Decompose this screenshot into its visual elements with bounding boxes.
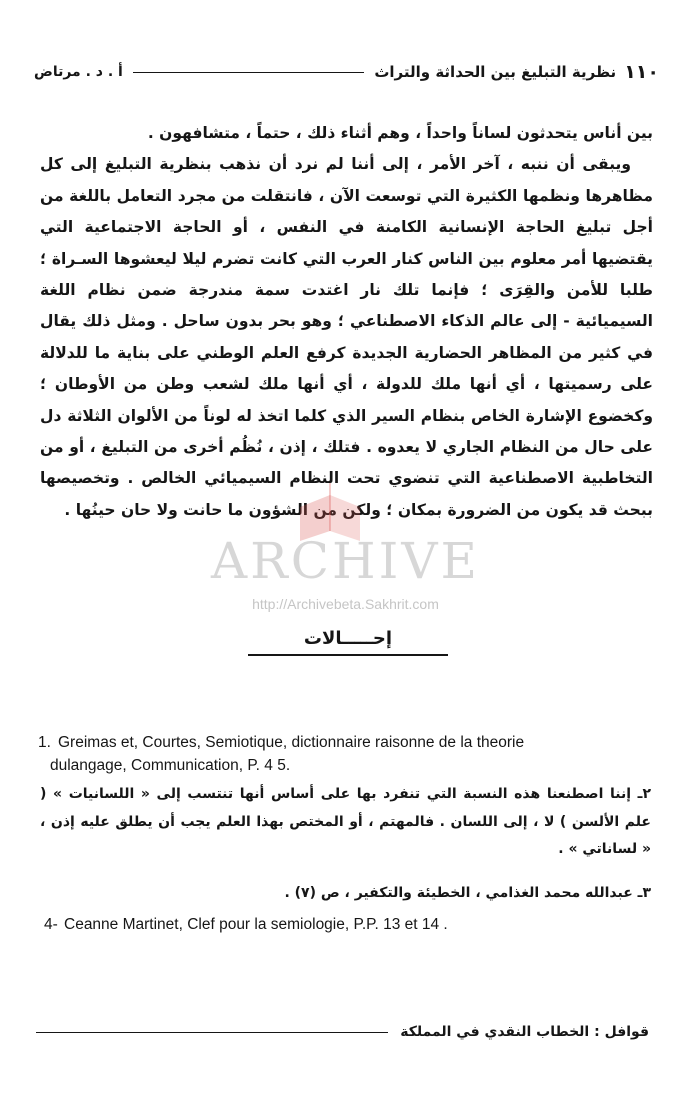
watermark-url: http://Archivebeta.Sakhrit.com xyxy=(252,596,439,612)
author-name: أ . د . مرتاض xyxy=(34,64,123,80)
paragraph: بين أناس يتحدثون لساناً واحداً ، وهم أثناء ذلك ، حتماً ، متشافهون . xyxy=(147,124,653,142)
footer-rule xyxy=(36,1031,388,1033)
page-header xyxy=(34,60,659,84)
footnote-text-continued: dulangage, Communication, P. 4 5. xyxy=(50,757,291,774)
footnote-3 xyxy=(40,880,651,908)
footnote-text: Greimas et, Courtes, Semiotique, dictionnaire raisonne de la theorie xyxy=(58,734,525,751)
footnote-4 xyxy=(44,913,651,936)
watermark-word: ARCHIVE xyxy=(211,532,480,590)
footnote-text: ٣ـ عبدالله محمد الغذامي ، الخطيئة والتكفير ، ص (٧) . xyxy=(284,885,651,901)
paragraph: ويبقى أن ننبه ، آخر الأمر ، إلى أننا لم نرد أن نذهب بنظرية التبليغ إلى كل مظاهرها ونظمها الكثيرة التي توسعت الآن ، فانتقلت من مجرد التعامل باللغة من أجل تبليغ الحاجة الإنسانية الكامنة في النفس ، أو الحاجة الاجتماعية التي يقتضيها أمر معلوم بين الناس كنار العرب التي كانت تضرم ليلا ليعشوها السـراة ؛ طلبا للأمن والقِرَى ؛ فإنما تلك نار اغتدت سمة مندرجة ضمن نظام اللغة السيميائية - إلى عالم الذكاء الاصطناعي ؛ وهو بحر بدون ساحل . ومثل ذلك يقال في كثير من المظاهر الحضارية الجديدة كرفع العلم الوطني على بناية ما للدلالة على رسميتها ، أي أنها ملك للدولة ، أي أنها ملك لشعب وطن من الأوطان ؛ وكخضوع الإشارة الخاص بنظام السير الذي كلما اتخذ له لوناً من الألوان الثلاثة دل على حال من النظام الجاري لا يعدوه . فتلك ، إذن ، نُظُم أخرى من التبليغ ، أو من التخاطبية الاصطناعية التي تنضوي تحت النظام السيميائي الخالص . وتخصيصها ببحث قد يكون من الضرورة بمكان ؛ ولكن من الشؤون ما حانت ولا حان حينُها . xyxy=(40,155,653,519)
footnote-1 xyxy=(38,731,651,777)
page-footer xyxy=(36,1020,649,1044)
footnote-2 xyxy=(40,781,651,864)
footnote-text: Ceanne Martinet, Clef pour la semiologie, P.P. 13 et 14 . xyxy=(64,916,448,933)
footer-title: قوافل : الخطاب النقدي في المملكة xyxy=(400,1024,649,1040)
notes-heading-underline xyxy=(248,654,448,656)
footnote-number: 1. xyxy=(38,734,51,751)
footnote-number: 4- xyxy=(44,916,58,933)
page-number: ١١٠ xyxy=(624,61,659,83)
body-text xyxy=(40,118,653,526)
running-title: نظرية التبليغ بين الحداثة والتراث xyxy=(374,63,617,81)
notes-heading: إحـــــالات xyxy=(303,628,393,649)
footnote-text: ٢ـ إننا اصطنعنا هذه النسبة التي تنفرد بها على أساس أنها تنتسب إلى « اللسانيات » ( علم الألسن ) لا ، إلى اللسان . فالمهتم ، أو المختص بهذا العلم يجب أن يطلق عليه إذن ، « لساناتي » . xyxy=(40,786,651,857)
header-rule xyxy=(133,71,365,73)
